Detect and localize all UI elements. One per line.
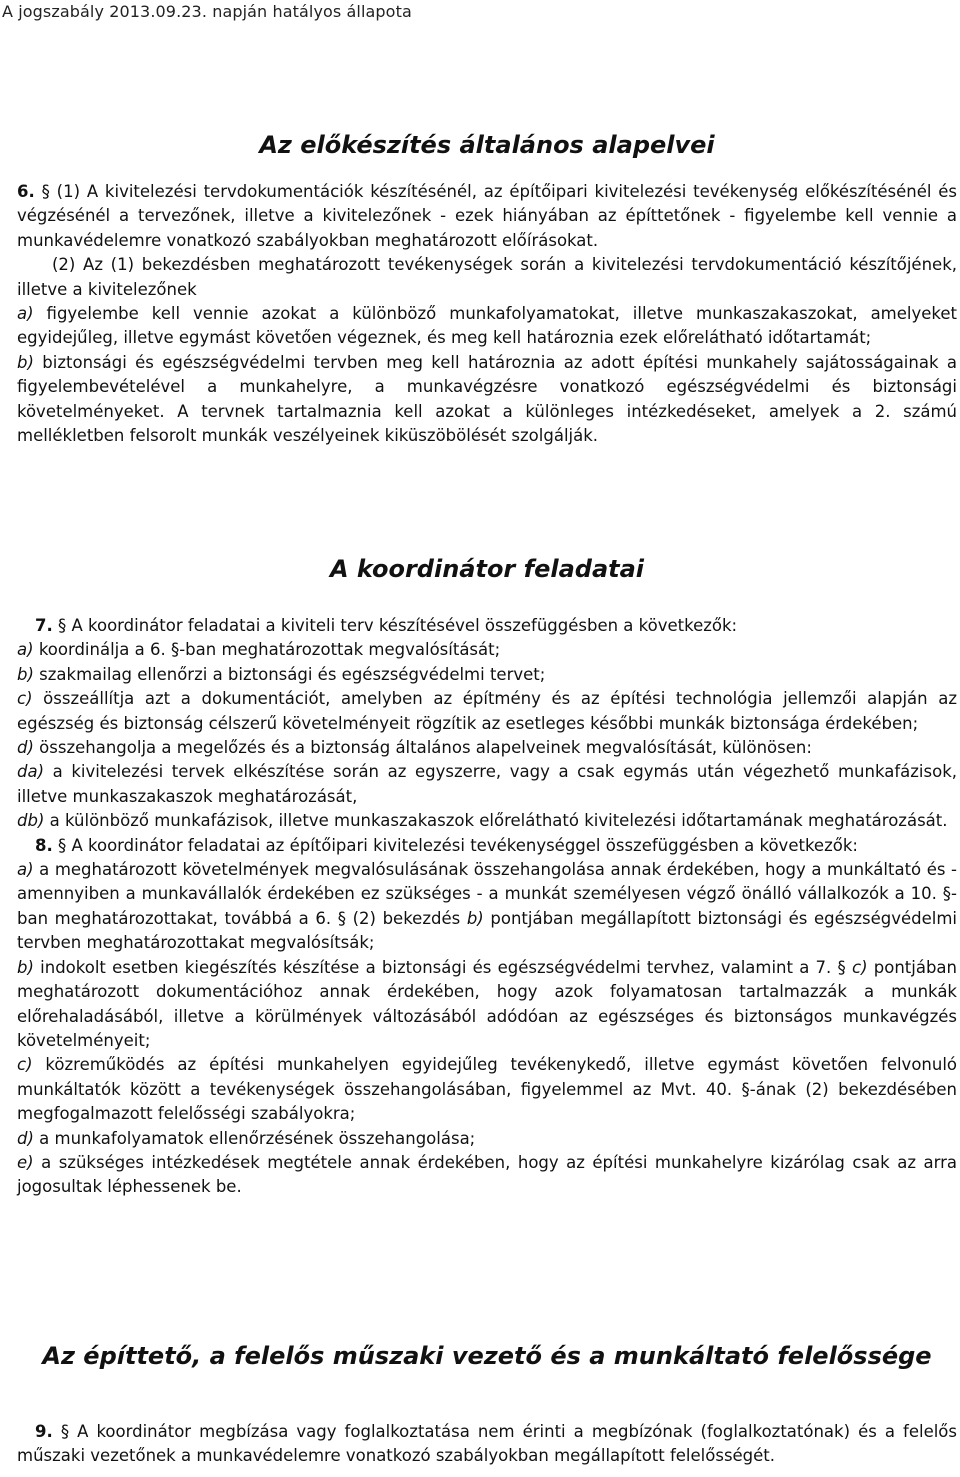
paragraph-text: § A koordinátor feladatai a kiviteli terv készítésével összefüggésben a következők: [58,616,738,635]
item-text: a munkafolyamatok ellenőrzésének összehangolása; [39,1128,476,1148]
section-number: 6. [17,182,35,201]
paragraph-text: § (1) A kivitelezési tervdokumentációk készítésénél, az építőipari kivitelezési tevékenység előkészítésénél és végzésénél a tervezőnek, illetve a kivitelezőnek - ezek hiányában az építtetőnek - figyelembe kell vennie a munkavédelemre vonatkozó szabályokban meghatározott előírásokat. [17,182,958,250]
item-label: b) [17,352,34,372]
item-text: figyelembe kell vennie azokat a különböző munkafolyamatokat, illetve munkaszakaszokat, amelyeket egyidejűleg, illetve egymást követően végeznek, és meg kell határoznia ezek előrelátható időtartamát; [17,304,957,348]
item-text: biztonsági és egészségvédelmi tervben meg kell határoznia az adott építési munkahely sajátosságainak a figyelembevételével a munkahelyre, a munkavégzésre vonatkozó egészségvédelmi és biztonsági követelményeket. A tervnek tartalmaznia kell azokat a különleges intézkedéseket, amelyek a 2. számú mellékletben felsorolt munkák veszélyeinek kiküszöbölését szolgálják. [17,352,957,446]
item-text: a meghatározott követelmények megvalósulásának összehangolása annak érdekében, hogy a munkáltató és - amennyiben a munkavállalók érdekében ez szükséges - a munkát személyesen végző önálló vállalkozók a 10. §-ban meghatározottakat, továbbá a 6. § (2) bekezdés [17,860,957,928]
item-7-da [17,760,957,809]
item-label: a) [17,860,34,880]
item-6-a [17,302,957,351]
item-label: e) [17,1152,34,1172]
heading-preparation: Az előkészítés általános alapelvei [259,131,715,159]
heading-coordinator-tasks: A koordinátor feladatai [329,555,645,583]
item-6-b [17,351,957,449]
section-7-8 [17,614,957,1200]
paragraph-text: § A koordinátor feladatai az építőipari kivitelezési tevékenységgel összefüggésben a következők: [58,835,858,855]
section-number: 8. [35,835,53,855]
item-text: koordinálja a 6. §-ban meghatározottak megvalósítását; [38,640,501,660]
item-text: összehangolja a megelőzés és a biztonság általános alapelveinek megvalósítását, különösen: [39,738,812,758]
item-text: szakmailag ellenőrzi a biztonsági és egészségvédelmi tervet; [39,664,546,684]
status-header: A jogszabály 2013.09.23. napján hatályos állapota [2,2,412,21]
item-text: a különböző munkafázisok, illetve munkaszakaszok előrelátható kivitelezési időtartamának meghatározását. [49,811,948,831]
item-label: b) [17,664,34,684]
item-label: da) [17,762,45,782]
item-8-e [17,1151,957,1200]
item-7-c [17,687,957,736]
paragraph-6-1 [17,180,957,253]
item-8-b [17,956,957,1054]
item-7-b [17,663,957,687]
item-text: pontjában megállapított biztonsági és egészségvédelmi tervben meghatározottakat megvalósítsák; [17,908,958,953]
item-label: d) [17,1128,34,1148]
item-label: db) [17,811,45,831]
item-label: d) [17,738,34,758]
paragraph-9 [17,1420,957,1469]
section-number: 7. [35,616,53,635]
item-7-db [17,809,957,833]
item-label: c) [17,689,33,709]
item-7-d [17,736,957,760]
item-label: b) [17,957,34,977]
section-9 [17,1420,957,1469]
item-label: a) [17,304,34,324]
item-text: összeállítja azt a dokumentációt, amelyben az építmény és az építési technológia jellemzői alapján az egészség és biztonság célszerű követelményeit rögzítik az esetleges későbbi munkák biztonsága érdekében; [17,689,958,733]
item-8-c [17,1053,957,1126]
heading-responsibility: Az építtető, a felelős műszaki vezető és a munkáltató felelőssége [42,1342,932,1370]
item-label: a) [17,640,34,660]
paragraph-7 [17,614,957,638]
item-text: a kivitelezési tervek elkészítése során az egyszerre, vagy a csak egymás után végezhető munkafázisok, illetve munkaszakaszok meghatározását, [17,762,957,806]
item-text: a szükséges intézkedések megtétele annak érdekében, hogy az építési munkahelyre kizárólag csak az arra jogosultak léphessenek be. [17,1152,957,1197]
section-number: 9. [35,1422,53,1441]
item-ref: c) [852,957,868,977]
item-text: indokolt esetben kiegészítés készítése a biztonsági és egészségvédelmi tervhez, valamint a 7. § [40,957,846,977]
item-8-a [17,858,957,956]
paragraph-text: § A koordinátor megbízása vagy foglalkoztatása nem érinti a megbízónak (foglalkoztatónak) és a felelős műszaki vezetőnek a munkavédelemre vonatkozó szabályokban megállapított felelősségét. [17,1422,958,1466]
item-text: közreműködés az építési munkahelyen egyidejűleg tevékenykedő, illetve egymást követően felvonuló munkáltatók között a tevékenységek összehangolásában, figyelemmel az Mvt. 40. §-ának (2) bekezdésében megfogalmazott felelősségi szabályokra; [17,1055,958,1124]
item-ref: b) [466,908,484,928]
item-label: c) [17,1055,33,1075]
item-8-d [17,1127,957,1151]
paragraph-text: (2) Az (1) bekezdésben meghatározott tevékenységek során a kivitelezési tervdokumentáció készítőjének, illetve a kivitelezőnek [17,255,957,299]
paragraph-6-2 [17,253,957,302]
item-7-a [17,638,957,662]
section-6 [17,180,957,448]
item-text: pontjában meghatározott dokumentációhoz annak érdekében, hogy azok folyamatosan tartalmazzák a munkák előrehaladásából, illetve a körülmények változásából adódóan az egészséges és biztonságos munkavégzés követelményeit; [17,957,957,1050]
paragraph-8 [17,834,957,858]
